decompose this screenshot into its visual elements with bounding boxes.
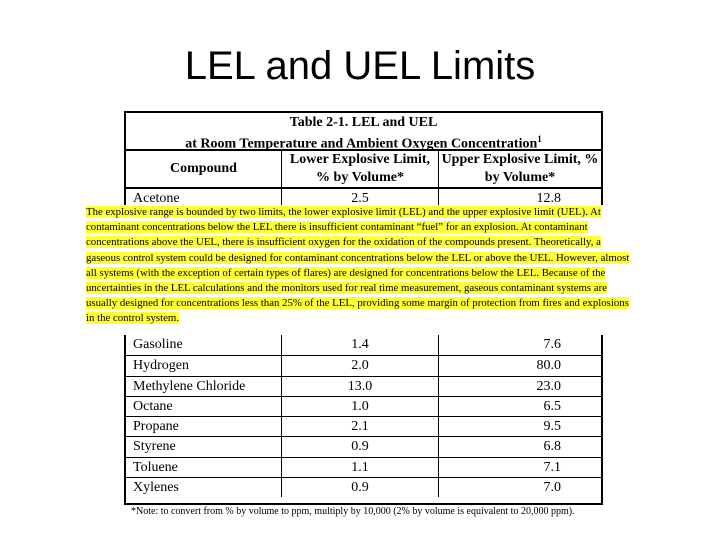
cell-lel: 2.1 — [281, 417, 438, 436]
cell-uel: 12.8 — [438, 189, 601, 205]
table-row — [126, 477, 601, 497]
header-compound: Compound — [126, 149, 281, 189]
cell-lel: 1.1 — [281, 458, 438, 477]
table-footnote: *Note: to convert from % by volume to ppm, multiply by 10,000 (2% by volume is equivalent to 20,000 ppm). — [131, 506, 575, 517]
cell-compound: Styrene — [133, 439, 176, 455]
table-row — [126, 335, 601, 355]
cell-compound: Hydrogen — [133, 358, 189, 374]
table-caption-line2: at Room Temperature and Ambient Oxygen Concentration$^1$ — [185, 134, 542, 152]
cell-compound: Propane — [133, 419, 179, 435]
cell-uel: 80.0 — [438, 356, 601, 375]
cell-compound: Octane — [133, 398, 173, 414]
cell-uel: 7.6 — [438, 335, 601, 355]
cell-uel: 6.8 — [438, 437, 601, 456]
table-row — [126, 416, 601, 436]
cell-compound: Acetone — [133, 191, 180, 205]
cell-uel: 23.0 — [438, 377, 601, 396]
caption-footnote-marker: 1 — [537, 134, 542, 144]
cell-lel: 0.9 — [281, 437, 438, 456]
table-row — [126, 376, 601, 396]
cell-lel: 0.9 — [281, 478, 438, 497]
table-row-partial — [126, 189, 601, 205]
header-lel: Lower Explosive Limit, % by Volume* — [281, 149, 438, 189]
cell-lel: 1.4 — [281, 335, 438, 355]
cell-uel: 6.5 — [438, 397, 601, 416]
cell-lel: 1.0 — [281, 397, 438, 416]
table-row — [126, 457, 601, 477]
excerpt-text: The explosive range is bounded by two limits, the lower explosive limit (LEL) and the upper explosive limit (UEL). At contaminant concentrations below the LEL there is insufficient contaminant “fuel” for an explosion. At contaminant concentrations above the UEL, there is insufficient oxygen for the oxidation of the compounds present. Theoretically, a gaseous control system could be designed for contaminant concentrations below the LEL or above the UEL. However, almost all systems (with the exception of certain types of flares) are designed for concentrations below the LEL. Because of the uncertainties in the LEL calculations and the monitors used for real time measurement, gaseous contaminant systems are usually designed for concentrations less than 25% of the LEL, providing some margin of protection from fires and explosions in the control system. — [86, 206, 630, 325]
table-row — [126, 355, 601, 375]
cell-lel: 13.0 — [281, 377, 438, 396]
cell-compound: Methylene Chloride — [133, 378, 246, 394]
cell-lel: 2.5 — [281, 189, 438, 205]
header-uel: Upper Explosive Limit, % by Volume* — [438, 149, 601, 189]
cell-uel: 7.0 — [438, 478, 601, 497]
slide-title: LEL and UEL Limits — [184, 44, 536, 88]
highlighted-excerpt — [86, 205, 630, 327]
table-caption-line1: Table 2-1. LEL and UEL — [289, 115, 438, 130]
table-body — [126, 335, 601, 497]
table-row — [126, 436, 601, 456]
cell-compound: Toluene — [133, 459, 178, 475]
cell-uel: 7.1 — [438, 458, 601, 477]
table-caption — [126, 115, 601, 153]
cell-uel: 9.5 — [438, 417, 601, 436]
cell-compound: Xylenes — [133, 480, 179, 496]
table-row — [126, 396, 601, 416]
cell-lel: 2.0 — [281, 356, 438, 375]
cell-compound: Gasoline — [133, 337, 183, 352]
